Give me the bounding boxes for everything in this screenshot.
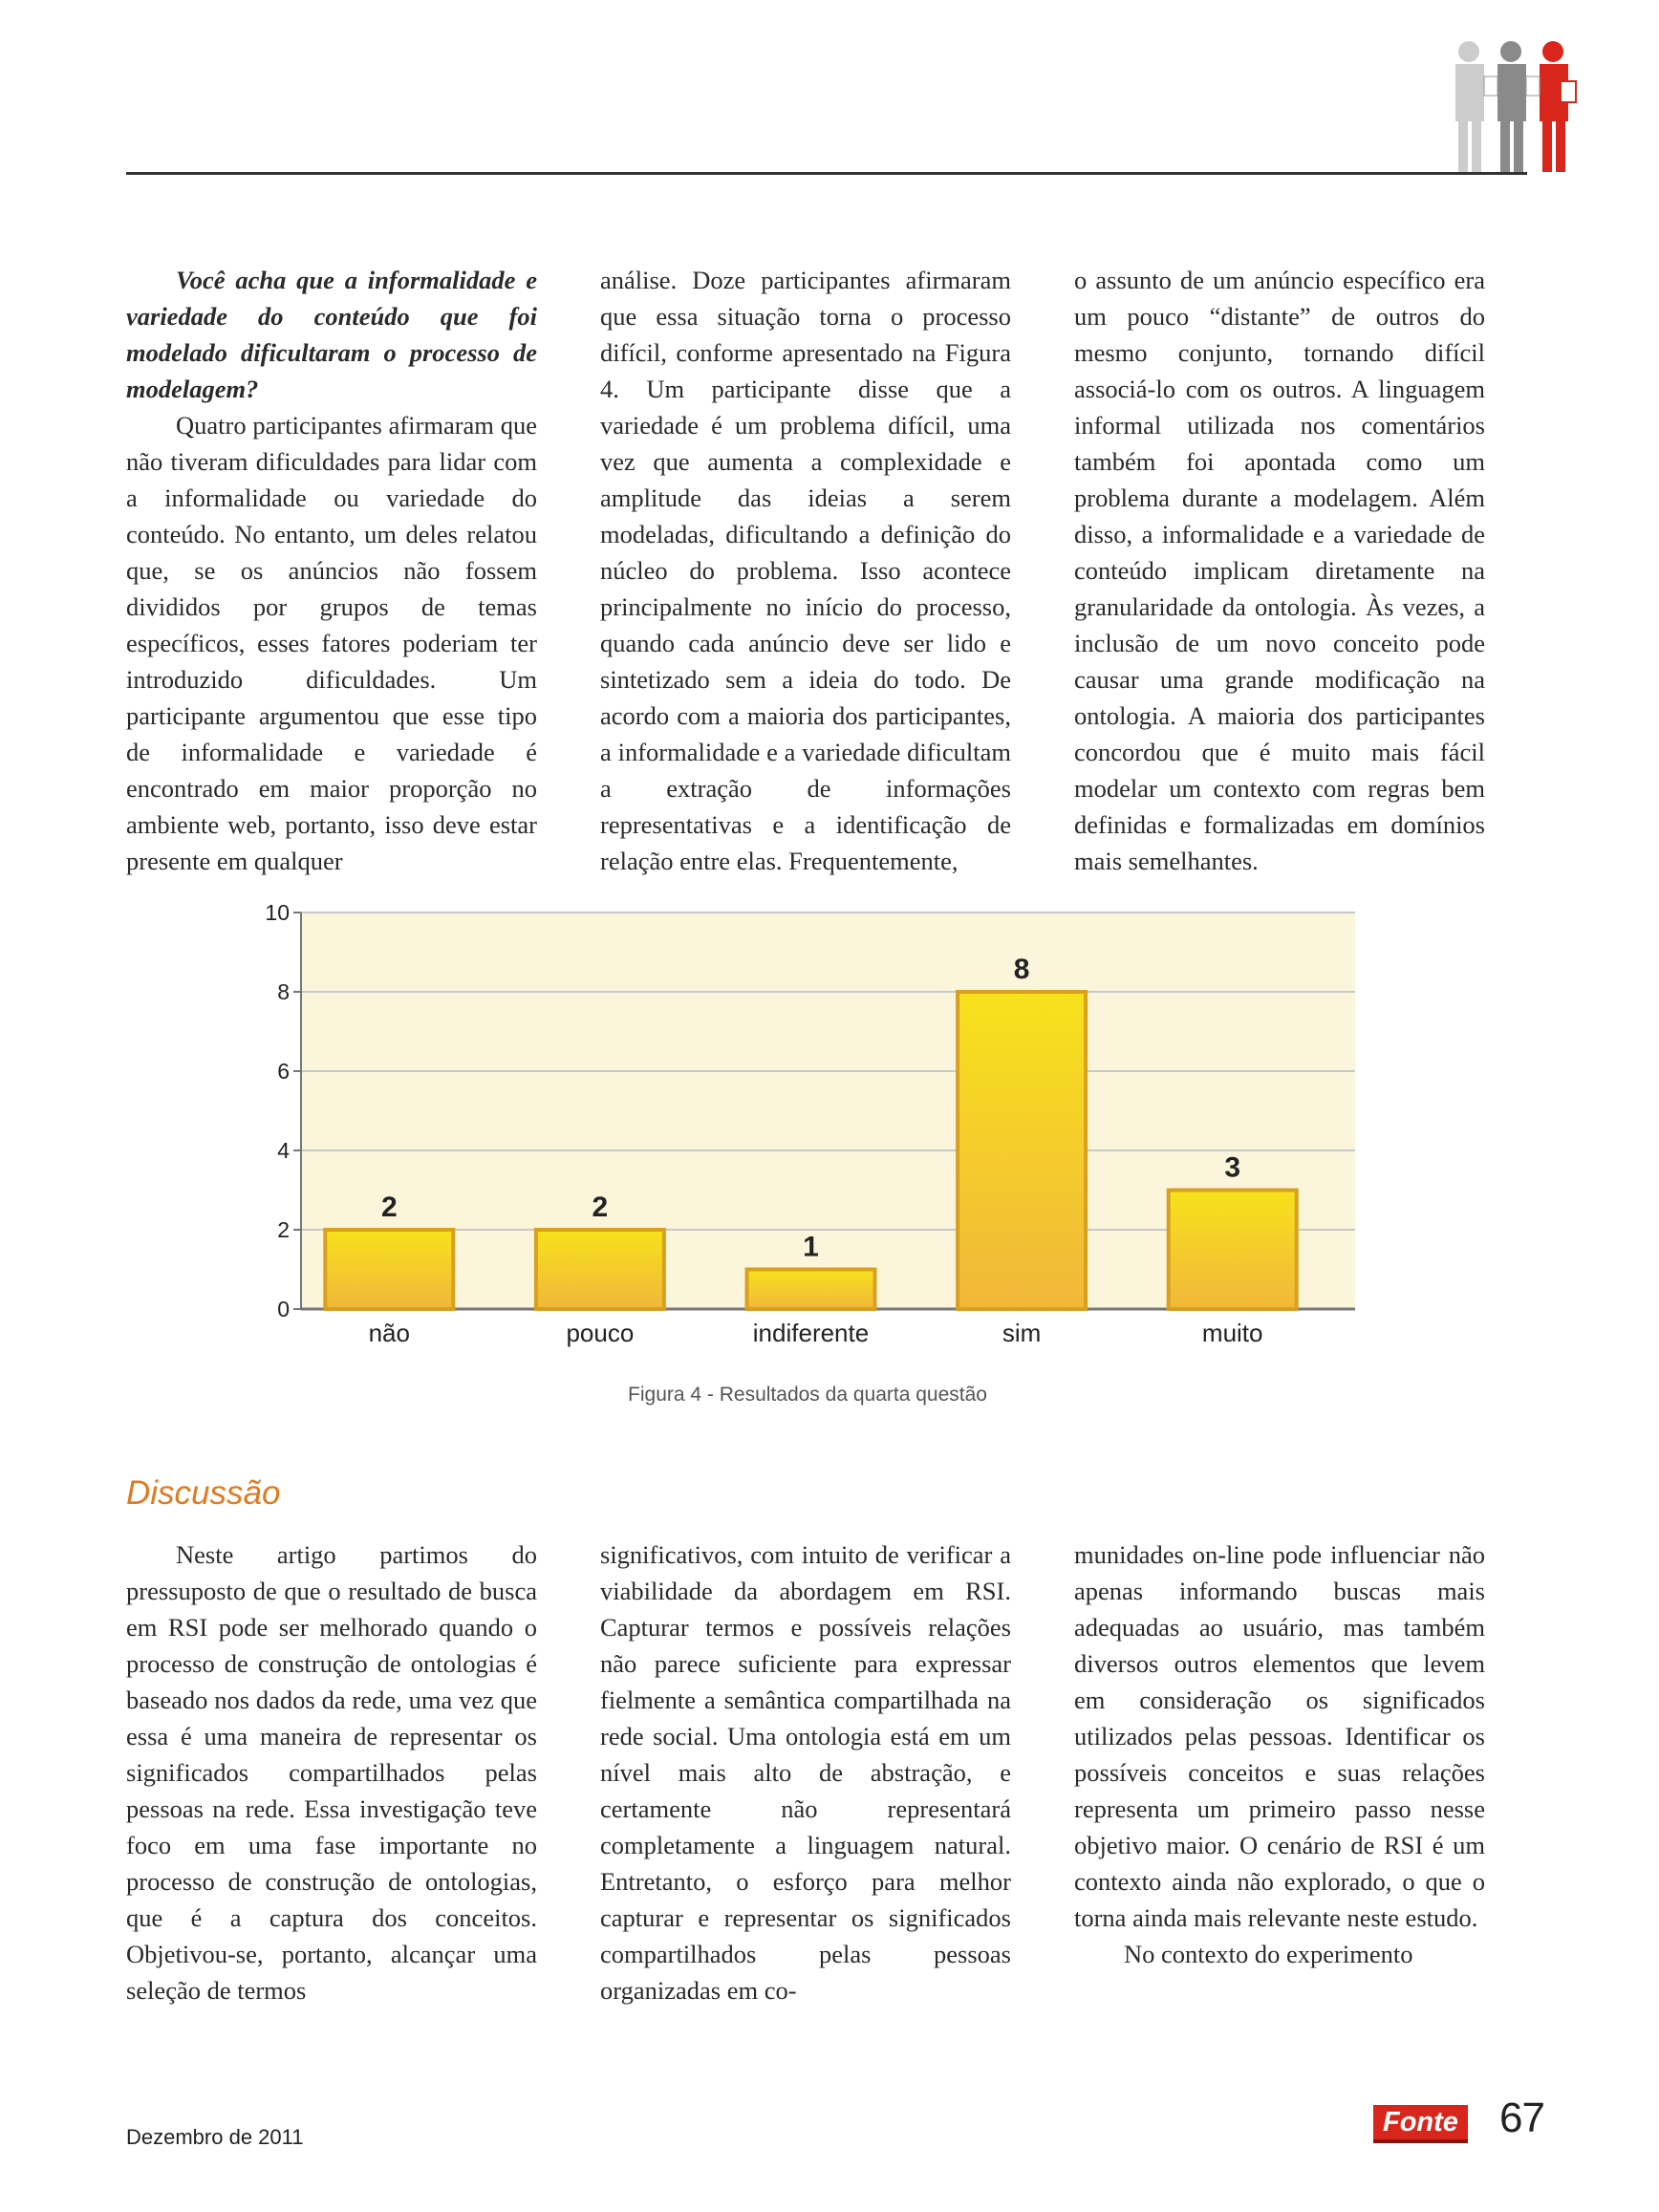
header-logo [1448,38,1582,174]
discussion-column-1 [126,1536,537,2008]
paragraph: Neste artigo partimos do pressuposto de que o resultado de busca em RSI pode ser melhorado quando o processo de construção de ontologias é baseado nos dados da rede, uma vez que essa é uma maneira de representar os significados compartilhados pelas pessoas na rede. Essa investigação teve foco em uma fase importante no processo de construção de ontologias, que é a captura dos conceitos. Objetivou-se, portanto, alcançar uma seleção de termos [126,1540,537,2005]
data-label: 3 [1224,1151,1241,1184]
x-tick-label: indiferente [752,1319,870,1347]
bar-pouco [536,1230,664,1309]
paragraph: No contexto do experimento [1124,1940,1413,1968]
paragraph: análise. Doze participantes afirmaram que essa situação torna o processo difícil, conforme apresentado na Figura 4. Um participante disse que a variedade é um problema difícil, uma vez que aumenta a complexidade e amplitude das ideias a serem modeladas, dificultando a definição do núcleo do problema. Isso acontece principalmente no início do processo, quando cada anúncio deve ser lido e sintetizado sem a ideia do todo. De acordo com a maioria dos participantes, a informalidade e a variedade dificultam a extração de informações representativas e a identificação de relação entre elas. Frequentemente, [600,266,1011,875]
paragraph: o assunto de um anúncio específico era um pouco “distante” de outros do mesmo conjunto, tornando difícil associá-lo com os outros. A linguagem informal utilizada nos comentários também foi apontada como um problema durante a modelagem. Além disso, a informalidade e a variedade de conteúdo implicam diretamente na granularidade da ontologia. Às vezes, a inclusão de um novo conceito pode causar uma grande modificação na ontologia. A maioria dos participantes concordou que é muito mais fácil modelar um contexto com regras bem definidas e formalizadas em domínios mais semelhantes. [1074,266,1485,875]
data-label: 2 [592,1192,609,1223]
data-label: 2 [380,1192,398,1223]
y-tick-label: 2 [277,1217,290,1242]
x-tick-label: sim [1002,1319,1042,1347]
paragraph: munidades on-line pode influenciar não apenas informando buscas mais adequadas ao usuário, mas também diversos outros elementos que levem em consideração os significados utilizados pelas pessoas. Identificar os possíveis conceitos e suas relações representa um primeiro passo nesse objetivo maior. O cenário de RSI é um contexto ainda não explorado, o que o torna ainda mais relevante neste estudo. [1074,1540,1485,1932]
top-column-2 [600,262,1011,879]
page-number: 67 [1499,2094,1544,2141]
data-label: 1 [803,1231,819,1263]
y-tick-label: 6 [277,1059,290,1084]
x-tick-label: muito [1201,1319,1263,1347]
top-column-3 [1074,262,1485,879]
three-people-icon [1448,38,1582,174]
bar-não [325,1230,453,1309]
bar-chart [239,893,1376,1371]
x-tick-label: não [368,1319,410,1347]
figure-caption: Figura 4 - Resultados da quarta questão [628,1384,987,1406]
bar-indiferente [747,1270,875,1310]
data-label: 8 [1013,954,1030,985]
paragraph: significativos, com intuito de verificar a viabilidade da abordagem em RSI. Capturar termos e possíveis relações não parece suficiente para expressar fielmente a semântica compartilhada na rede social. Uma ontologia está em um nível mais alto de abstração, e certamente não representará completamente a linguagem natural. Entretanto, o esforço para melhor capturar e representar os significados compartilhados pelas pessoas organizadas em co- [600,1540,1011,2005]
footer-brand-logo: Fonte [1373,2105,1468,2143]
footer-date: Dezembro de 2011 [126,2125,304,2149]
bar-muito [1169,1191,1297,1310]
discussion-column-3 [1074,1536,1485,1972]
bar-sim [958,992,1086,1309]
figure-4 [239,893,1376,1428]
survey-question: Você acha que a informalidade e variedade do conteúdo que foi modelado dificultaram o processo de modelagem? [126,266,537,403]
y-tick-label: 10 [265,900,290,925]
section-title-discussion: Discussão [126,1474,281,1512]
y-tick-label: 0 [277,1297,290,1321]
y-tick-label: 8 [277,979,290,1004]
paragraph: Quatro participantes afirmaram que não tiveram dificuldades para lidar com a informalidade ou variedade do conteúdo. No entanto, um deles relatou que, se os anúncios não fossem divididos por grupos de temas específicos, esses fatores poderiam ter introduzido dificuldades. Um participante argumentou que esse tipo de informalidade e variedade é encontrado em maior proporção no ambiente web, portanto, isso deve estar presente em qualquer [126,411,537,875]
top-column-1 [126,262,537,879]
discussion-column-2 [600,1536,1011,2008]
x-tick-label: pouco [566,1319,635,1347]
y-tick-label: 4 [277,1138,290,1163]
header-rule [126,172,1527,175]
